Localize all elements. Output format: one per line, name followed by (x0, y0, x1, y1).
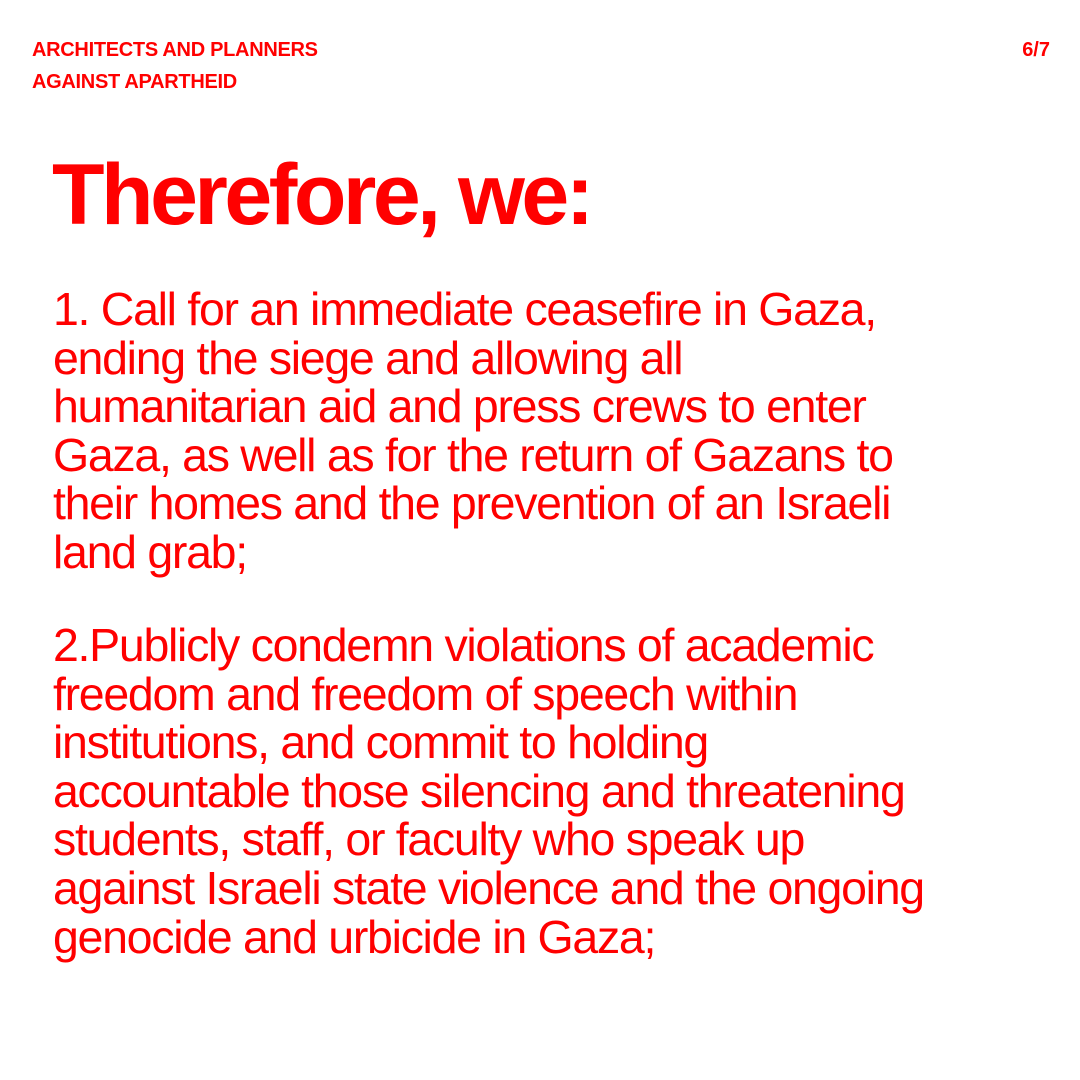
page-counter: 6/7 (1022, 39, 1050, 61)
demand-1-line: humanitarian aid and press crews to enter (53, 380, 866, 433)
demand-2-line: freedom and freedom of speech within (53, 667, 798, 720)
demand-2-line: institutions, and commit to holding (53, 716, 708, 769)
demand-1-line: their homes and the prevention of an Israeli (53, 477, 891, 530)
demand-2-line: students, staff, or faculty who speak up (53, 813, 805, 866)
demand-1-line: ending the siege and allowing all (53, 331, 683, 384)
demand-1-line: land grab; (53, 525, 247, 578)
demand-1-line: Gaza, as well as for the return of Gazans to (53, 428, 893, 481)
demand-2 (53, 621, 1053, 961)
demand-2-line: 2.Publicly condemn violations of academic (53, 619, 874, 671)
demand-2-line: genocide and urbicide in Gaza; (53, 910, 656, 963)
demand-1-line: 1. Call for an immediate ceasefire in Gaza, (53, 283, 876, 335)
organization-name (32, 34, 318, 98)
page-title: Therefore, we: (52, 147, 591, 243)
organization-name-line-2: AGAINST APARTHEID (32, 71, 237, 93)
demand-2-line: accountable those silencing and threatening (53, 764, 905, 817)
demand-1 (53, 285, 1053, 577)
organization-name-line-1: ARCHITECTS AND PLANNERS (32, 39, 318, 61)
demand-2-line: against Israeli state violence and the ongoing (53, 861, 924, 914)
